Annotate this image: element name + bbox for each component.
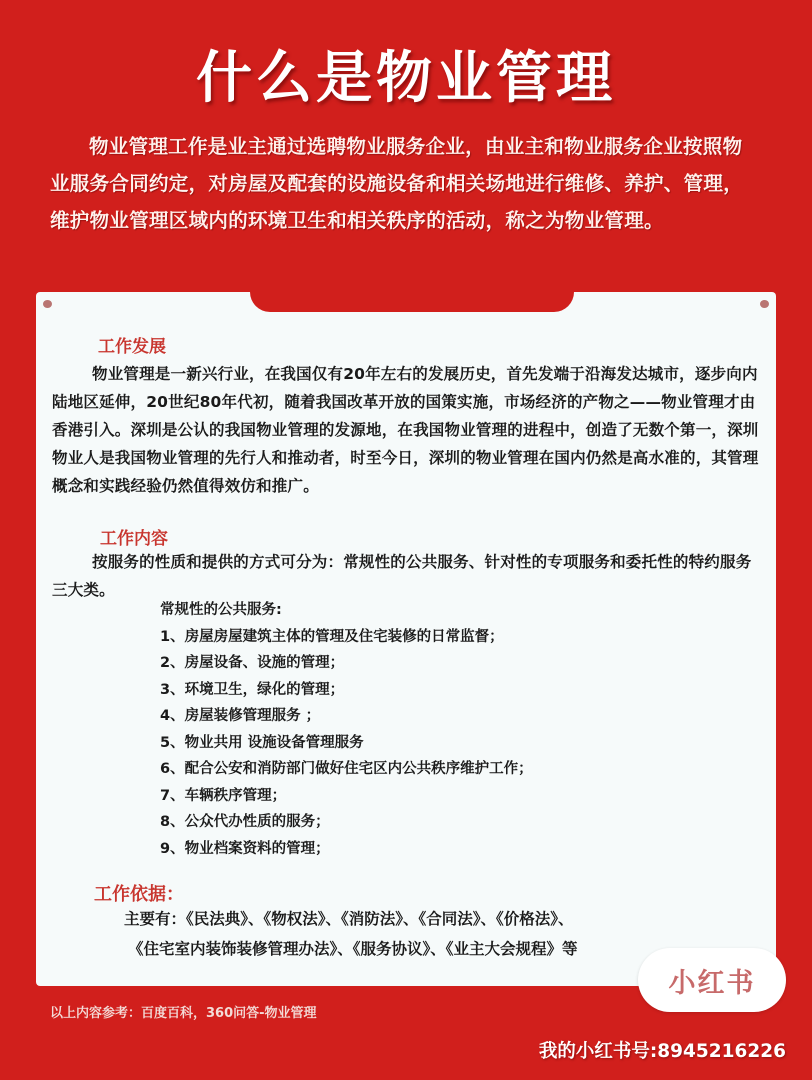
xiaohongshu-watermark-logo: 小红书	[638, 948, 786, 1012]
section-heading-basis: 工作依据：	[94, 884, 184, 905]
public-services-list	[160, 597, 533, 862]
page-title: 什么是物业管理	[196, 46, 616, 111]
list-item: 3、环境卫生，绿化的管理；	[160, 681, 345, 698]
basis-line: 主要有：《民法典》、《物权法》、《消防法》、《合同法》、《价格法》、	[124, 910, 574, 928]
list-item: 1、房屋房屋建筑主体的管理及住宅装修的日常监督；	[160, 628, 504, 645]
development-paragraph: 物业管理是一新兴行业，在我国仅有20年左右的发展历史，首先发端于沿海发达城市，逐步向内陆地区延伸，20世纪80年代初，随着我国改革开放的国策实施，市场经济的产物之——物业管理才由香港引入。深圳是公认的我国物业管理的发源地，在我国物业管理的进程中，创造了无数个第一，深圳物业人是我国物业管理的先行人和推动者，时至今日，深圳的物业管理在国内仍然是高水准的，其管理概念和实践经验仍然值得效仿和推广。	[52, 365, 759, 495]
content-card	[36, 292, 776, 986]
pin-dot-icon	[43, 300, 52, 308]
account-id: 我的小红书号:8945216226	[538, 1041, 786, 1062]
list-title: 常规性的公共服务:	[160, 602, 282, 618]
section-heading-development: 工作发展	[98, 337, 166, 357]
list-item: 2、房屋设备、设施的管理；	[160, 655, 345, 671]
section-heading-content: 工作内容	[100, 529, 168, 549]
basis-line: 《住宅室内装饰装修管理办法》、《服务协议》、《业主大会规程》等	[128, 940, 578, 958]
content-paragraph: 按服务的性质和提供的方式可分为：常规性的公共服务、针对性的专项服务和委托性的特约服务三大类。	[52, 553, 752, 599]
reference-note: 以上内容参考：百度百科，360问答-物业管理	[50, 1006, 317, 1021]
list-item: 4、房屋装修管理服务 ；	[160, 708, 321, 724]
list-item: 6、配合公安和消防部门做好住宅区内公共秩序维护工作；	[160, 761, 533, 777]
list-item: 9、物业档案资料的管理；	[160, 840, 330, 857]
list-item: 5、物业共用 设施设备管理服务	[160, 734, 364, 751]
list-item: 7、车辆秩序管理；	[160, 787, 287, 804]
card-notch-decoration	[250, 292, 574, 312]
intro-paragraph: 物业管理工作是业主通过选聘物业服务企业，由业主和物业服务企业按照物业服务合同约定，对房屋及配套的设施设备和相关场地进行维修、养护、管理，维护物业管理区域内的环境卫生和相关秩序的活动，称之为物业管理。	[50, 135, 744, 232]
list-item: 8、公众代办性质的服务；	[160, 814, 330, 830]
pin-dot-icon	[760, 300, 769, 308]
